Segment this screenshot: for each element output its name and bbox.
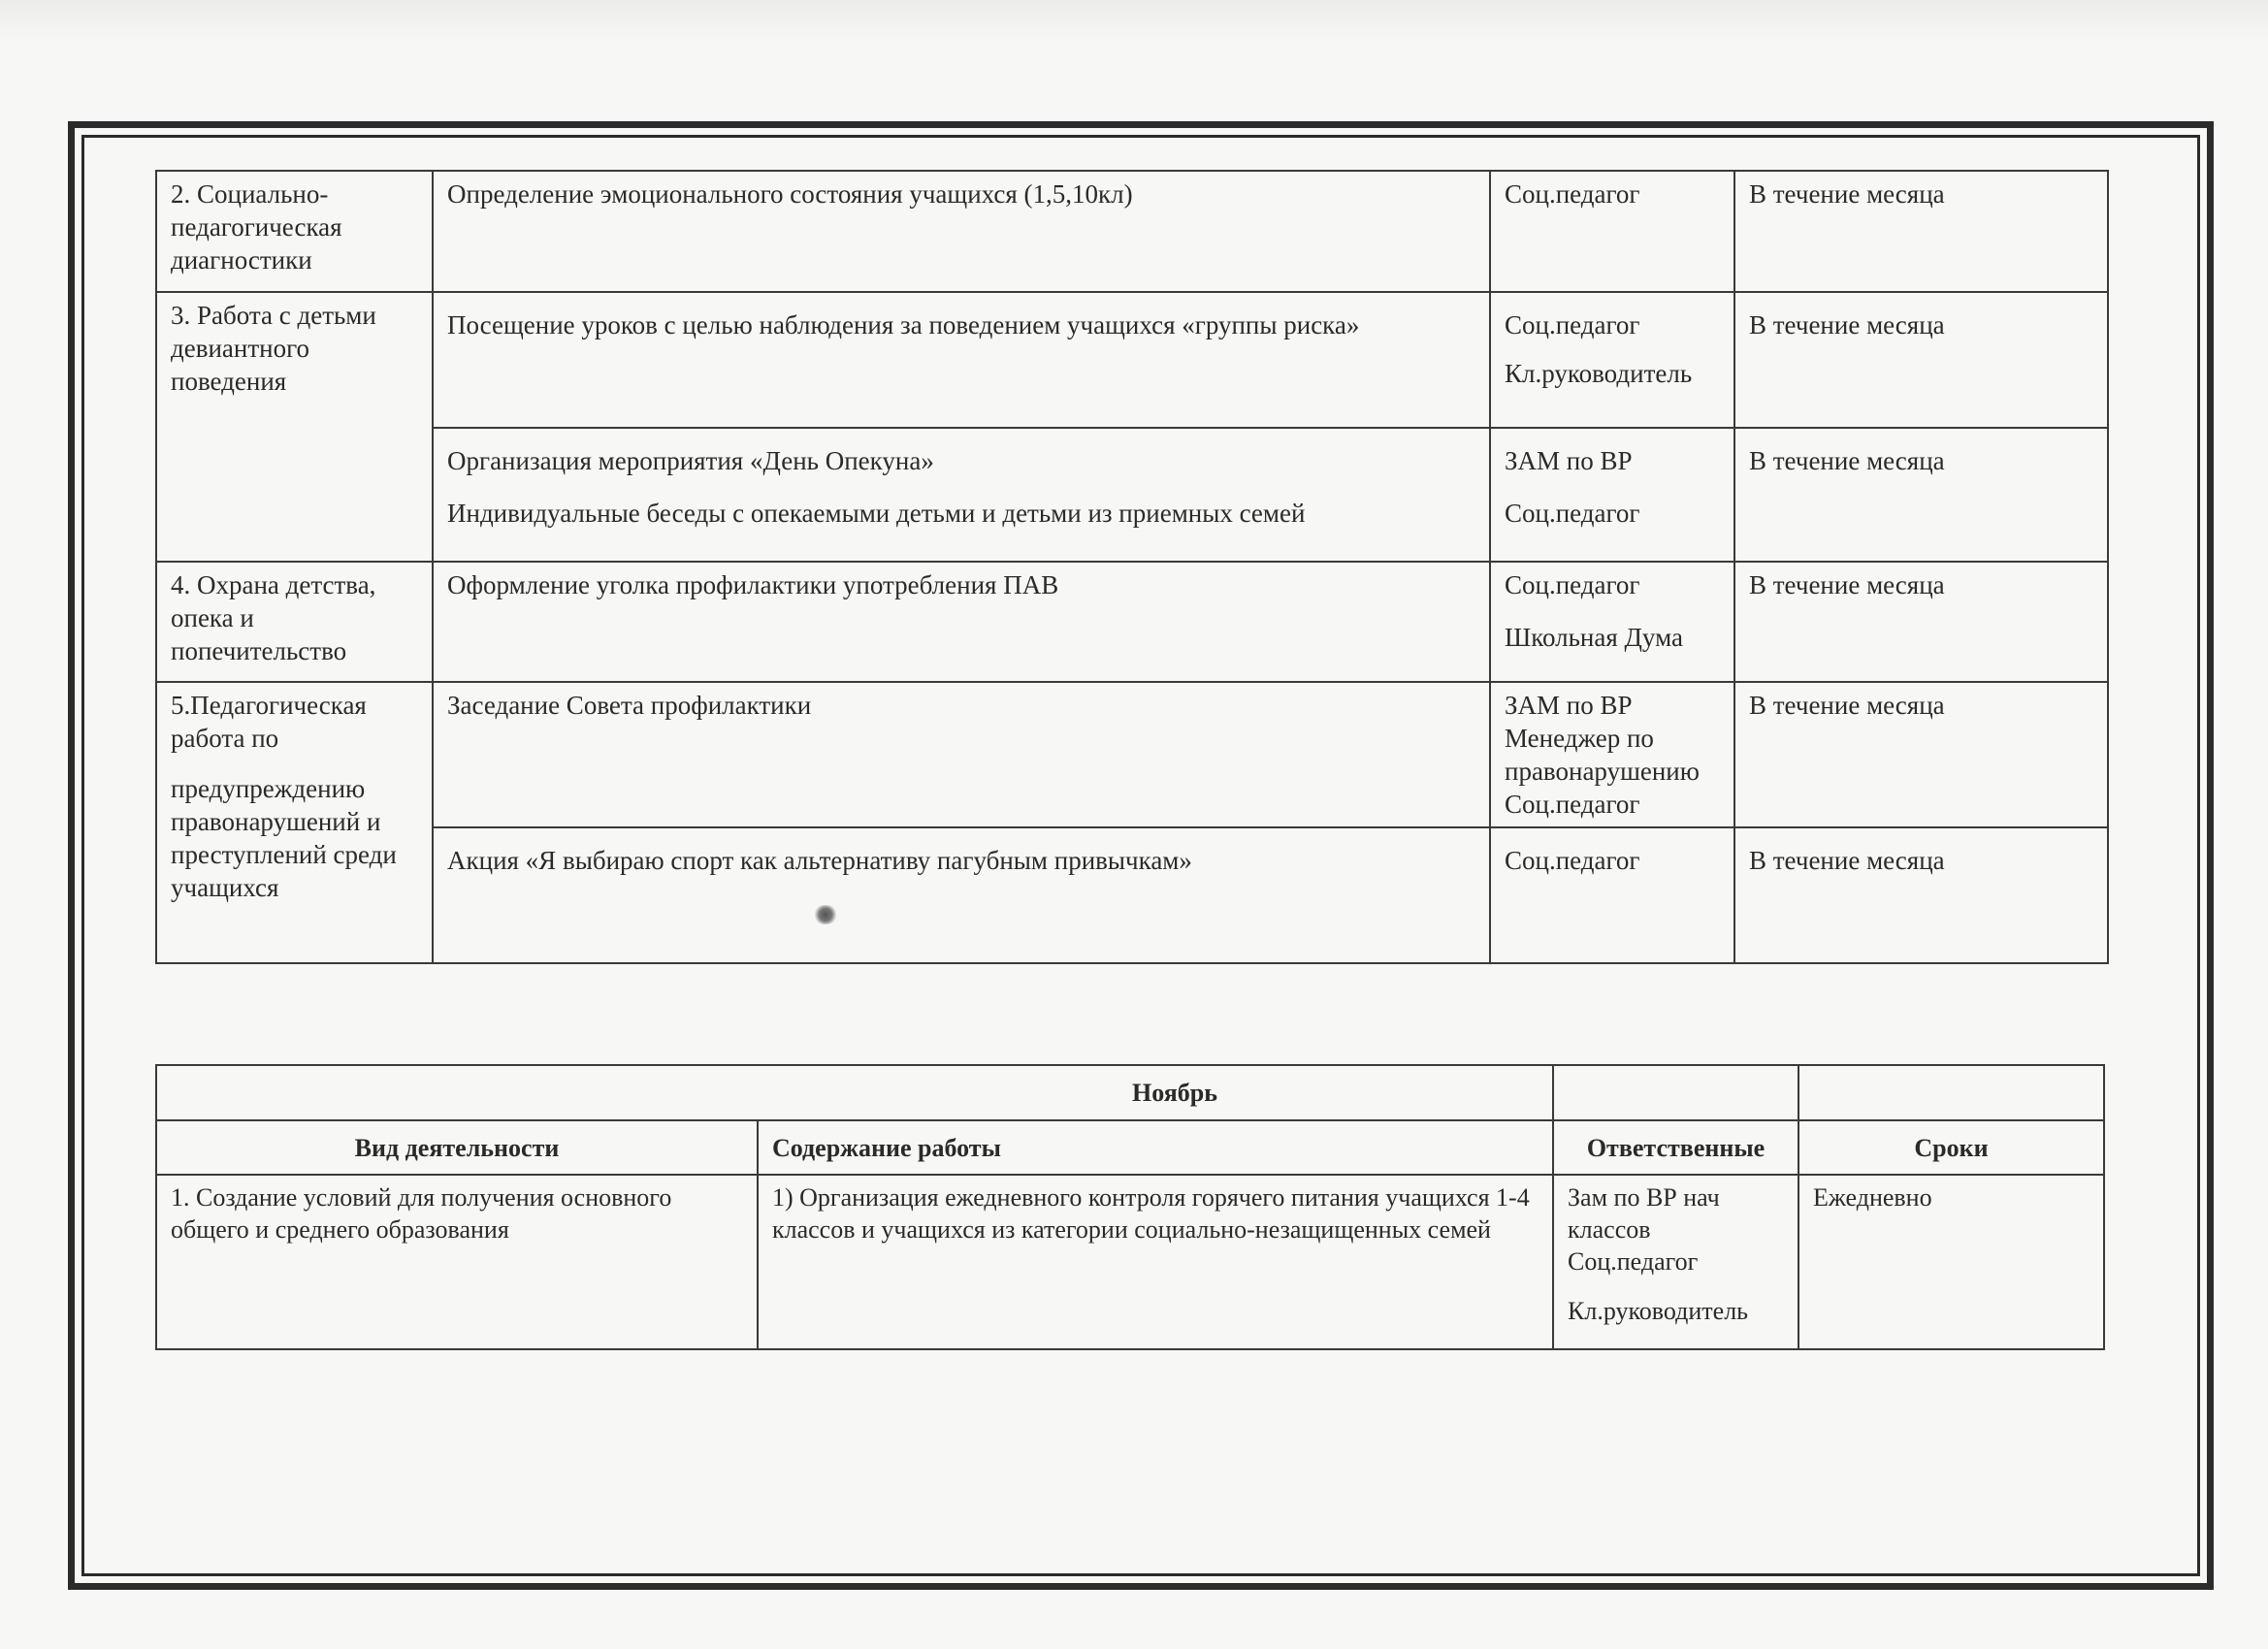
deadline-cell: В течение месяца [1734, 682, 2108, 827]
empty-header-cell [1553, 1065, 1798, 1120]
table-row [156, 428, 2108, 562]
deadline-cell: В течение месяца [1734, 827, 2108, 963]
table-row [156, 171, 2108, 292]
column-header-content: Содержание работы [758, 1120, 1553, 1175]
responsible-cell: Соц.педагог Кл.руководитель [1490, 292, 1734, 428]
table-row [156, 827, 2108, 963]
content-cell: Акция «Я выбираю спорт как альтернативу пагубным привычкам» [433, 827, 1490, 963]
deadline-cell: Ежедневно [1798, 1175, 2104, 1349]
october-plan-table [155, 170, 2109, 964]
content-cell: Определение эмоционального состояния учащихся (1,5,10кл) [433, 171, 1490, 292]
responsible-cell: ЗАМ по ВР Соц.педагог [1490, 428, 1734, 562]
table-row [156, 682, 2108, 827]
november-plan-table [155, 1064, 2105, 1350]
responsible-cell: ЗАМ по ВР Менеджер по правонарушению Соц.педагог [1490, 682, 1734, 827]
column-header-responsible: Ответственные [1553, 1120, 1798, 1175]
category-cell: 2. Социально-педагогическая диагностики [156, 171, 433, 292]
deadline-cell: В течение месяца [1734, 171, 2108, 292]
deadline-cell: В течение месяца [1734, 292, 2108, 428]
content-cell: Организация мероприятия «День Опекуна» Индивидуальные беседы с опекаемыми детьми и детьми из приемных семей [433, 428, 1490, 562]
table-row [156, 1120, 2104, 1175]
table-row [156, 1175, 2104, 1349]
content-cell: Заседание Совета профилактики [433, 682, 1490, 827]
responsible-cell: Соц.педагог [1490, 171, 1734, 292]
table-row [156, 562, 2108, 682]
content-cell: Оформление уголка профилактики употребления ПАВ [433, 562, 1490, 682]
responsible-cell: Зам по ВР нач классов Соц.педагог Кл.руководитель [1553, 1175, 1798, 1349]
category-cell: 4. Охрана детства, опека и попечительство [156, 562, 433, 682]
empty-header-cell [1798, 1065, 2104, 1120]
month-header: Ноябрь [156, 1065, 1553, 1120]
table-row [156, 292, 2108, 428]
deadline-cell: В течение месяца [1734, 428, 2108, 562]
deadline-cell: В течение месяца [1734, 562, 2108, 682]
category-cell: 3. Работа с детьми девиантного поведения [156, 292, 433, 562]
scan-edge [0, 0, 2268, 44]
column-header-activity: Вид деятельности [156, 1120, 758, 1175]
activity-cell: 1. Создание условий для получения основного общего и среднего образования [156, 1175, 758, 1349]
responsible-cell: Соц.педагог Школьная Дума [1490, 562, 1734, 682]
column-header-deadline: Сроки [1798, 1120, 2104, 1175]
table-row [156, 1065, 2104, 1120]
content-cell: 1) Организация ежедневного контроля горячего питания учащихся 1-4 классов и учащихся из категории социально-незащищенных семей [758, 1175, 1553, 1349]
category-cell: 5.Педагогическая работа по предупреждению правонарушений и преступлений среди учащихся [156, 682, 433, 963]
content-cell: Посещение уроков с целью наблюдения за поведением учащихся «группы риска» [433, 292, 1490, 428]
scan-smudge [813, 905, 838, 924]
responsible-cell: Соц.педагог [1490, 827, 1734, 963]
